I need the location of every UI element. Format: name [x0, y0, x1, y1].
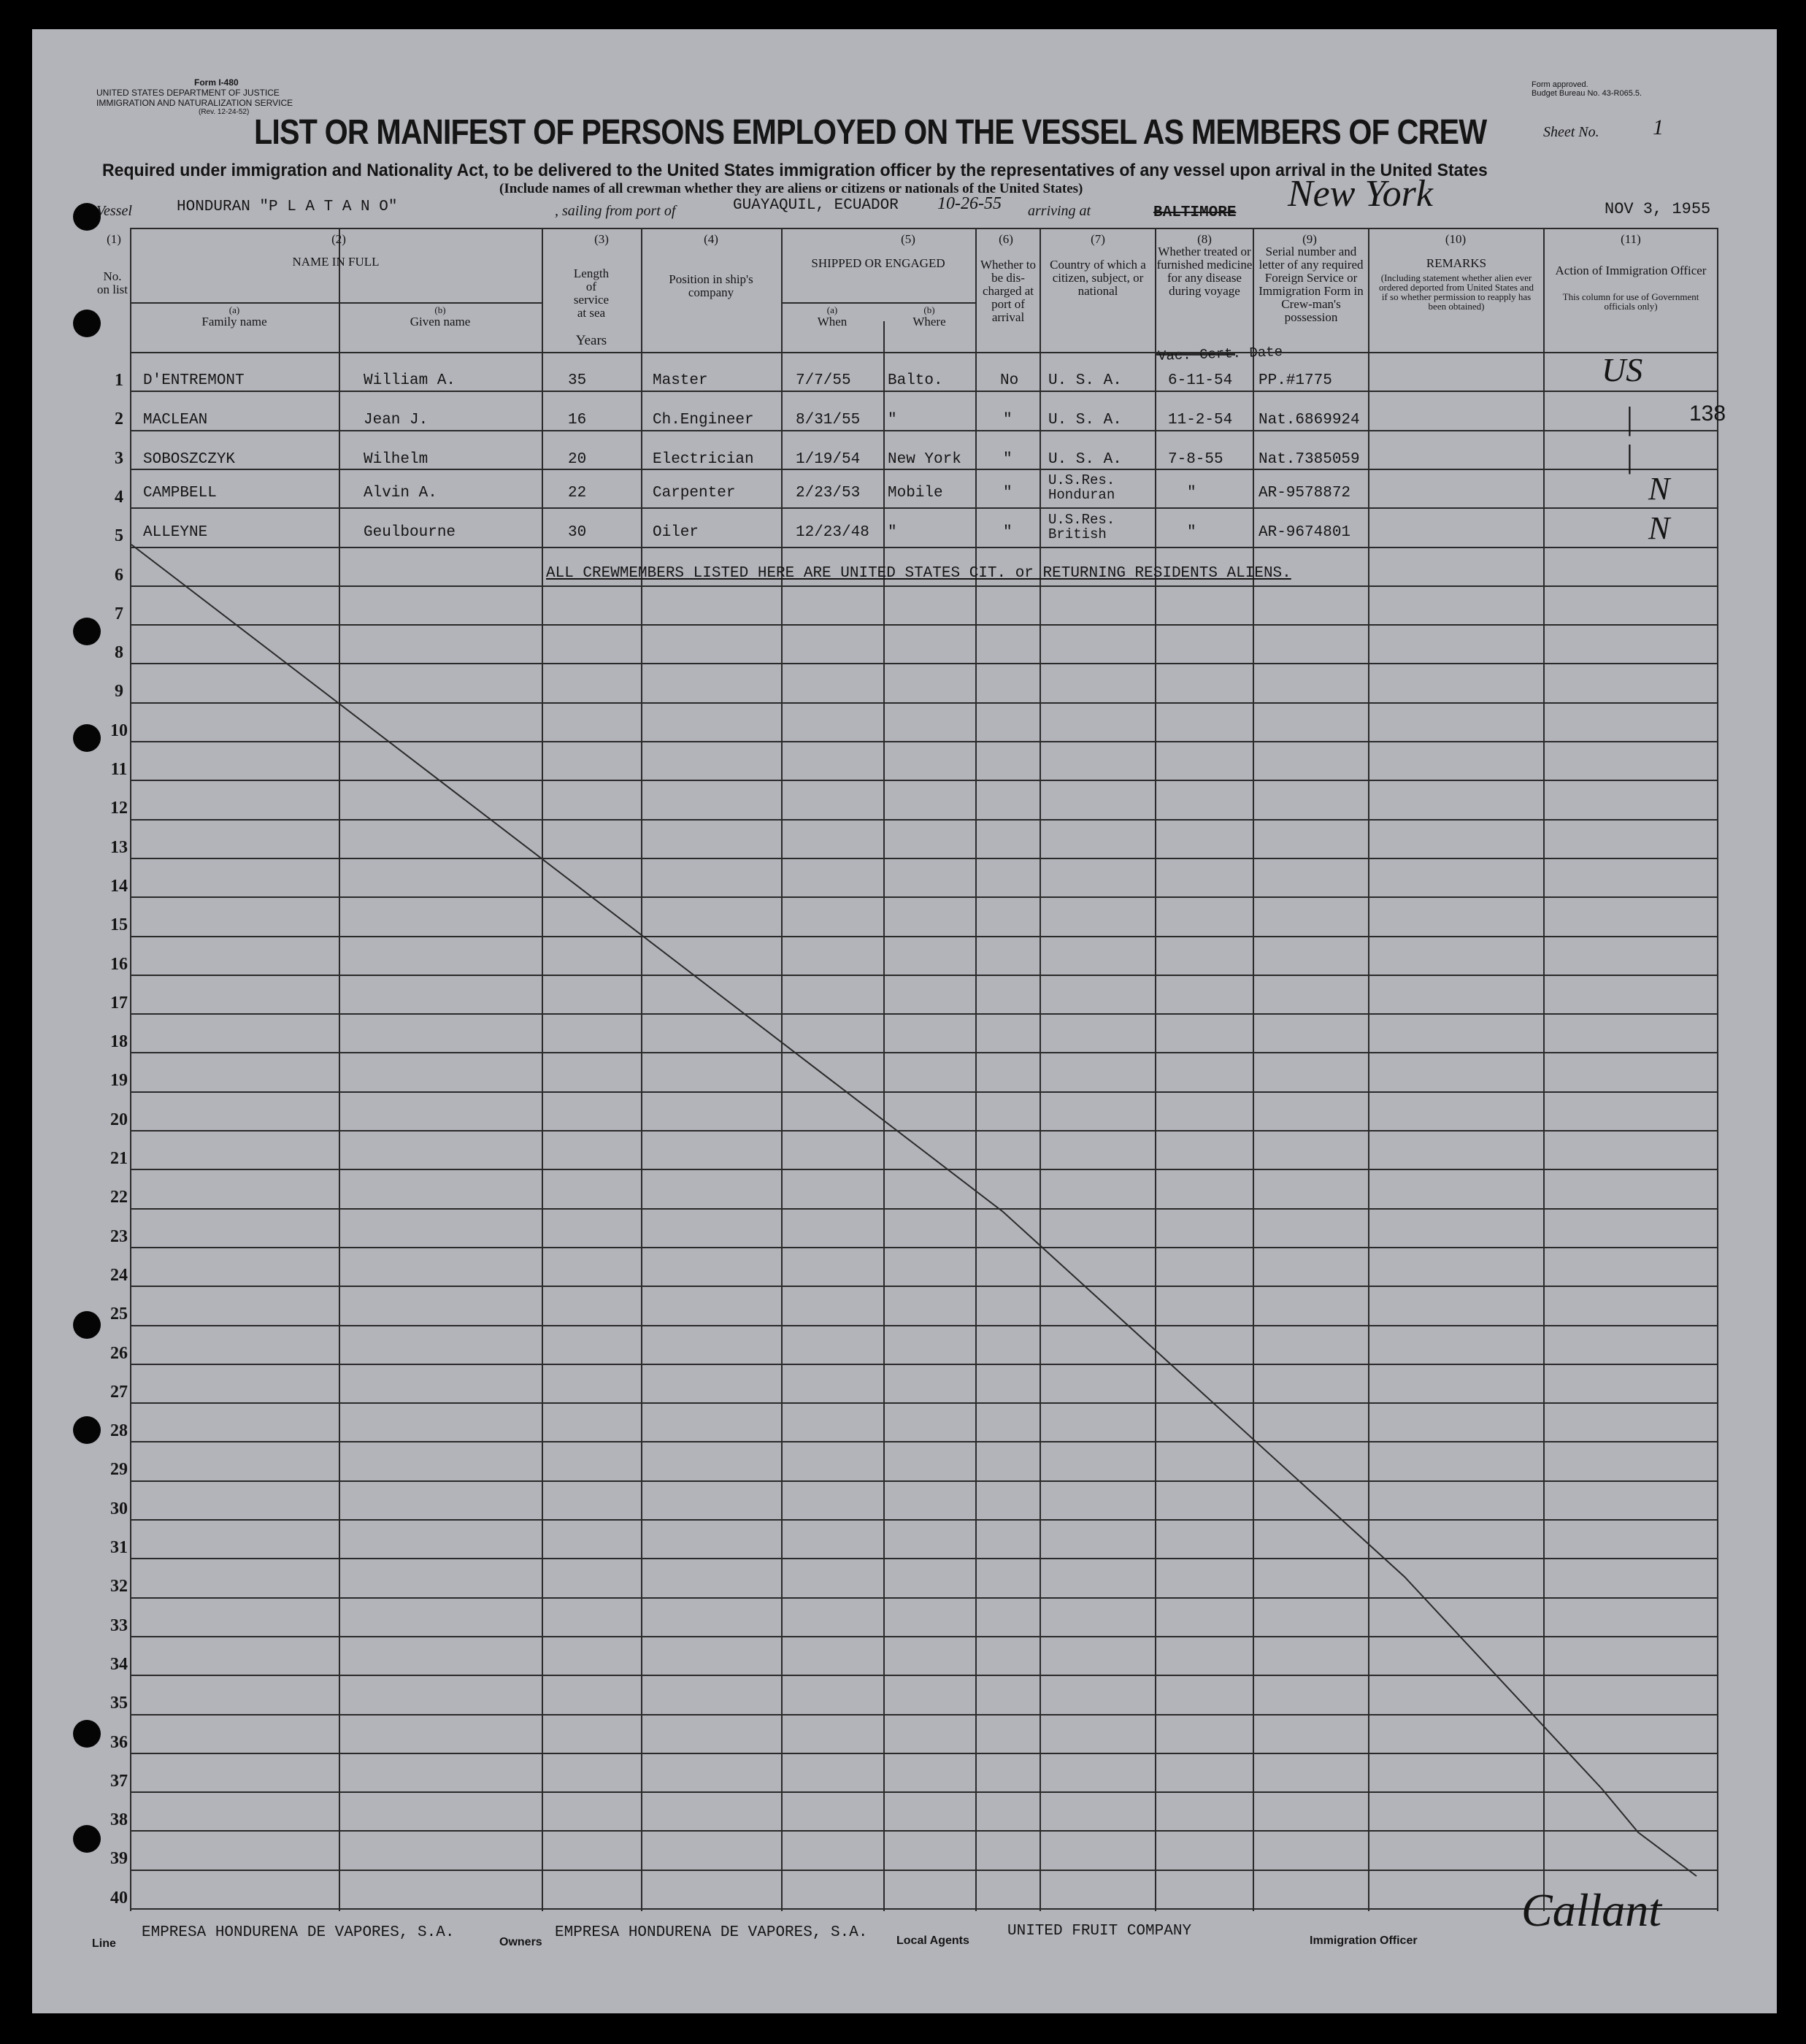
footer-officer-label: Immigration Officer — [1310, 1934, 1418, 1947]
arrival-date: NOV 3, 1955 — [1605, 200, 1711, 218]
cancel-line-svg — [32, 29, 1777, 2013]
header-vac-cert: Vac. Cert. Date — [1157, 344, 1283, 364]
header-years: Years — [575, 333, 607, 348]
crew-country-line-1: U.S.Res. — [1048, 512, 1115, 528]
crew-years: 16 — [568, 412, 587, 429]
crew-country: U. S. A. — [1048, 412, 1122, 429]
crew-where: " — [888, 524, 897, 541]
crew-serial: AR-9674801 — [1259, 524, 1351, 541]
crew-years: 30 — [568, 524, 587, 541]
header-given-letter: (b) — [434, 304, 446, 315]
column-number: (5) — [901, 232, 915, 246]
row-number: 26 — [110, 1344, 128, 1363]
footer-line-label: Line — [92, 1937, 116, 1950]
crew-position: Carpenter — [653, 485, 736, 502]
row-number: 7 — [115, 604, 123, 623]
header-remarks: REMARKS — [1426, 256, 1487, 270]
row-number: 8 — [115, 643, 123, 662]
column-number: (2) — [331, 232, 346, 246]
crew-given-name: Jean J. — [364, 412, 429, 429]
header-shipped: SHIPPED OR ENGAGED — [811, 256, 945, 270]
crew-family-name: ALLEYNE — [143, 524, 208, 541]
crew-vac-date: 7-8-55 — [1168, 451, 1223, 468]
crew-action: US — [1602, 351, 1643, 388]
form-number: Form I-480 — [194, 77, 239, 88]
department: UNITED STATES DEPARTMENT OF JUSTICE — [96, 88, 280, 98]
crew-country-line-2: Honduran — [1048, 487, 1115, 503]
crew-discharged: " — [1003, 485, 1012, 502]
crew-when: 12/23/48 — [796, 524, 869, 541]
crew-given-name: Wilhelm — [364, 451, 429, 468]
column-number: (4) — [704, 232, 718, 246]
header-no-on-list: No. on list — [96, 269, 128, 296]
arriving-label: arriving at — [1028, 203, 1091, 219]
crew-where: " — [888, 412, 897, 429]
column-number: (9) — [1302, 232, 1317, 246]
crew-when: 7/7/55 — [796, 372, 851, 389]
crew-years: 35 — [568, 372, 587, 389]
row-number: 40 — [110, 1889, 128, 1907]
crew-family-name: CAMPBELL — [143, 485, 217, 502]
row-number: 37 — [110, 1772, 128, 1791]
arriving-port-typed: BALTIMORE — [1153, 204, 1237, 221]
crew-family-name: D'ENTREMONT — [143, 372, 245, 389]
column-number: (10) — [1445, 232, 1467, 246]
row-number: 22 — [110, 1188, 128, 1207]
approval-line-2: Budget Bureau No. 43-R065.5. — [1532, 89, 1642, 98]
column-number: (3) — [594, 232, 609, 246]
crew-vac-date: " — [1187, 485, 1196, 502]
row-number: 38 — [110, 1810, 128, 1829]
row-number: 17 — [110, 994, 128, 1013]
crew-position: Electrician — [653, 451, 754, 468]
crew-action: N — [1648, 510, 1670, 546]
row-number: 30 — [110, 1499, 128, 1518]
column-number: (11) — [1621, 232, 1641, 246]
crew-vac-date: 6-11-54 — [1168, 372, 1233, 389]
header-family-name: Family name — [201, 315, 267, 328]
row-number: 32 — [110, 1577, 128, 1596]
row-number: 34 — [110, 1655, 128, 1674]
crew-position: Oiler — [653, 524, 699, 541]
crew-serial: Nat.7385059 — [1259, 451, 1360, 468]
header-country: Country of which a citizen, subject, or national — [1050, 258, 1146, 298]
arriving-port-handwritten: New York — [1288, 173, 1433, 215]
header-where-letter: (b) — [923, 304, 935, 315]
crew-where: Balto. — [888, 372, 943, 389]
row-number: 14 — [110, 877, 128, 896]
crew-discharged: " — [1003, 451, 1012, 468]
row-number: 19 — [110, 1071, 128, 1090]
vessel-name: HONDURAN "P L A T A N O" — [177, 199, 398, 215]
row-number: 25 — [110, 1305, 128, 1323]
header-position: Position in ship's company — [669, 272, 753, 299]
sheet-label: Sheet No. — [1543, 124, 1599, 140]
crew-when: 8/31/55 — [796, 412, 861, 429]
sailing-date: 10-26-55 — [937, 194, 1002, 213]
sailing-label: , sailing from port of — [555, 203, 676, 219]
crew-years: 22 — [568, 485, 587, 502]
header-serial: Serial number and letter of any required Foreign Service or Immigration Form in Crew-man's possession — [1259, 245, 1364, 324]
row-number: 21 — [110, 1149, 128, 1168]
footer-owners-value: EMPRESA HONDURENA DE VAPORES, S.A. — [555, 1924, 868, 1941]
column-number: (8) — [1197, 232, 1212, 246]
row-number: 18 — [110, 1032, 128, 1051]
crew-when: 1/19/54 — [796, 451, 861, 468]
crew-serial: Nat.6869924 — [1259, 412, 1360, 429]
crew-action: N — [1648, 471, 1670, 507]
crew-action: | — [1626, 401, 1633, 437]
crew-country: U. S. A. — [1048, 451, 1122, 468]
crew-serial: PP.#1775 — [1259, 372, 1332, 389]
row-number: 35 — [110, 1694, 128, 1713]
subtitle: Required under immigration and Nationality Act, to be delivered to the United States immigration officer by the representatives of any vessel upon arrival in the United States — [102, 161, 1488, 180]
manifest-page — [32, 29, 1777, 2013]
row-number: 10 — [110, 721, 128, 740]
row-number: 15 — [110, 915, 128, 934]
crew-position: Master — [653, 372, 708, 389]
crew-country-line-2: British — [1048, 526, 1107, 542]
footer-agents-value: UNITED FRUIT COMPANY — [1007, 1923, 1192, 1940]
row-number: 6 — [115, 566, 123, 585]
footer-owners-label: Owners — [499, 1936, 542, 1948]
row-number: 5 — [115, 526, 123, 545]
row-number: 9 — [115, 682, 123, 701]
column-number: (7) — [1091, 232, 1105, 246]
header-given-name: Given name — [410, 315, 471, 328]
header-remarks-note: (Including statement whether alien ever ordered deported from United States and if so whether permission to reapply has been obtained) — [1379, 272, 1534, 312]
row-number: 24 — [110, 1266, 128, 1285]
margin-note: 138 — [1689, 402, 1726, 426]
crew-family-name: MACLEAN — [143, 412, 208, 429]
crew-serial: AR-9578872 — [1259, 485, 1351, 502]
crew-action: | — [1626, 439, 1633, 474]
row-number: 27 — [110, 1383, 128, 1402]
crew-discharged: " — [1003, 524, 1012, 541]
row-number: 13 — [110, 838, 128, 857]
header-action-note: This column for use of Government officials only) — [1562, 291, 1699, 312]
header-when: When — [817, 315, 848, 328]
crew-discharged: " — [1003, 412, 1012, 429]
row-number: 12 — [110, 799, 128, 818]
row-number: 1 — [115, 371, 123, 390]
crew-family-name: SOBOSZCZYK — [143, 451, 236, 468]
header-name-in-full: NAME IN FULL — [292, 255, 380, 269]
row-number: 4 — [115, 488, 123, 507]
crew-where: New York — [888, 451, 961, 468]
crew-vac-date: " — [1187, 524, 1196, 541]
row-number: 29 — [110, 1460, 128, 1479]
row-number: 20 — [110, 1110, 128, 1129]
header-where: Where — [912, 315, 946, 328]
crew-position: Ch.Engineer — [653, 412, 754, 429]
crew-statement: ALL CREWMEMBERS LISTED HERE ARE UNITED STATES CIT. or RETURNING RESIDENTS ALIENS. — [546, 565, 1291, 582]
officer-signature: Callant — [1521, 1884, 1662, 1936]
column-number: (1) — [107, 232, 121, 246]
row-number: 36 — [110, 1733, 128, 1752]
page-title: LIST OR MANIFEST OF PERSONS EMPLOYED ON THE VESSEL AS MEMBERS OF CREW — [254, 113, 1487, 152]
approval-line-1: Form approved. — [1532, 80, 1588, 89]
crew-country-line-1: U.S.Res. — [1048, 472, 1115, 488]
crew-given-name: William A. — [364, 372, 456, 389]
row-number: 11 — [110, 760, 128, 779]
row-number: 2 — [115, 410, 123, 429]
crew-vac-date: 11-2-54 — [1168, 412, 1233, 429]
row-number: 16 — [110, 955, 128, 974]
row-number: 23 — [110, 1227, 128, 1246]
header-when-letter: (a) — [826, 304, 838, 315]
crew-discharged: No — [1000, 372, 1019, 389]
include-note: (Include names of all crewman whether they are aliens or citizens or nationals of the United States) — [499, 181, 1083, 196]
row-number: 31 — [110, 1538, 128, 1557]
crew-where: Mobile — [888, 485, 943, 502]
footer-agents-label: Local Agents — [896, 1934, 969, 1947]
crew-given-name: Geulbourne — [364, 524, 456, 541]
crew-years: 20 — [568, 451, 587, 468]
crew-given-name: Alvin A. — [364, 485, 437, 502]
header-family-letter: (a) — [228, 304, 240, 315]
vessel-label: Vessel — [96, 203, 132, 219]
crew-when: 2/23/53 — [796, 485, 861, 502]
row-number: 39 — [110, 1849, 128, 1868]
sheet-number: 1 — [1653, 115, 1664, 139]
service: IMMIGRATION AND NATURALIZATION SERVICE — [96, 98, 293, 108]
revision: (Rev. 12-24-52) — [199, 108, 250, 116]
row-number: 3 — [115, 449, 123, 468]
column-number: (6) — [999, 232, 1013, 246]
header-discharged: Whether to be dis-charged at port of arrival — [980, 258, 1036, 324]
header-action: Action of Immigration Officer — [1555, 264, 1707, 277]
sailing-port: GUAYAQUIL, ECUADOR — [733, 197, 899, 214]
header-treated: Whether treated or furnished medicine for any disease during voyage — [1156, 245, 1253, 298]
crew-country: U. S. A. — [1048, 372, 1122, 389]
row-number: 28 — [110, 1421, 128, 1440]
row-number: 33 — [110, 1616, 128, 1635]
footer-line-value: EMPRESA HONDURENA DE VAPORES, S.A. — [142, 1924, 455, 1941]
header-length-service: Length of service at sea — [573, 266, 610, 320]
